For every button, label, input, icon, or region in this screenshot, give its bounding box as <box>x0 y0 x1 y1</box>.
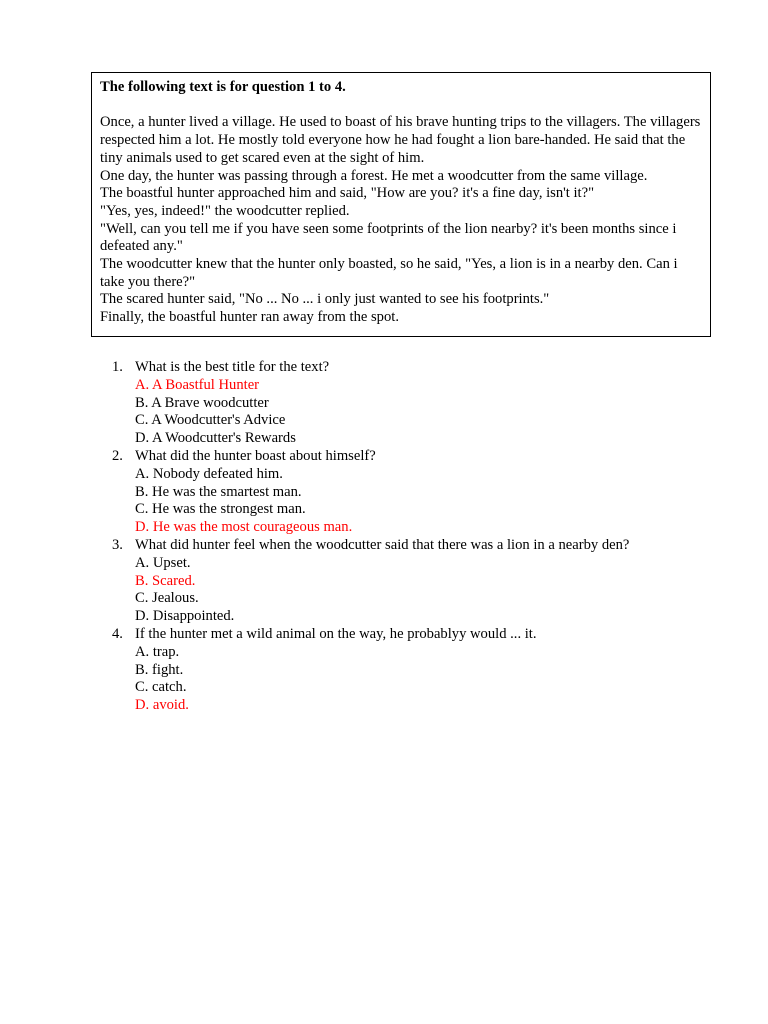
question-text: What did hunter feel when the woodcutter said that there was a lion in a nearby den? <box>135 536 630 553</box>
answer-option-a: A. Upset. <box>135 554 191 571</box>
question-2 <box>108 448 728 537</box>
question-4 <box>108 626 728 715</box>
answer-option-b: B. fight. <box>135 661 184 678</box>
answer-option-b: B. He was the smartest man. <box>135 483 302 500</box>
passage-line: Once, a hunter lived a village. He used to boast of his brave hunting trips to the villagers. The villagers respected him a lot. He mostly told everyone how he had fought a lion bare-handed. He said that the tiny animals used to get scared even at the sight of him. <box>100 114 701 166</box>
answer-option-d: D. avoid. <box>135 697 189 714</box>
question-number: 1. <box>112 359 123 375</box>
answer-option-b: B. Scared. <box>135 572 196 589</box>
answer-option-d: D. A Woodcutter's Rewards <box>135 430 296 447</box>
answer-option-b: B. A Brave woodcutter <box>135 394 269 411</box>
answer-option-a: A. A Boastful Hunter <box>135 376 260 393</box>
answer-option-c: C. Jealous. <box>135 590 199 607</box>
reading-passage-box <box>91 72 711 337</box>
passage-line: The scared hunter said, "No ... No ... i only just wanted to see his footprints." <box>100 291 550 308</box>
answer-option-a: A. trap. <box>135 643 180 660</box>
question-text: What did the hunter boast about himself? <box>135 447 376 464</box>
question-number: 3. <box>112 536 123 553</box>
question-list <box>108 359 728 715</box>
answer-option-c: C. He was the strongest man. <box>135 501 306 518</box>
passage-line: The boastful hunter approached him and said, "How are you? it's a fine day, isn't it?" <box>100 185 595 202</box>
passage-line: The woodcutter knew that the hunter only boasted, so he said, "Yes, a lion is in a nearby den. Can i take you there?" <box>100 256 678 290</box>
answer-option-c: C. catch. <box>135 679 187 696</box>
question-1 <box>108 359 728 448</box>
answer-option-d: D. Disappointed. <box>135 608 235 625</box>
question-3 <box>108 537 728 626</box>
passage-line: Finally, the boastful hunter ran away from the spot. <box>100 309 399 326</box>
answer-option-c: C. A Woodcutter's Advice <box>135 412 286 429</box>
answer-option-a: A. Nobody defeated him. <box>135 465 283 482</box>
question-text: If the hunter met a wild animal on the way, he probablyy would ... it. <box>135 625 537 642</box>
question-text: What is the best title for the text? <box>135 359 330 375</box>
passage-line: One day, the hunter was passing through a forest. He met a woodcutter from the same village. <box>100 167 648 184</box>
answer-option-d: D. He was the most courageous man. <box>135 519 353 536</box>
question-number: 2. <box>112 447 123 464</box>
passage-heading: The following text is for question 1 to 4. <box>100 79 346 95</box>
passage-line: "Well, can you tell me if you have seen some footprints of the lion nearby? it's been months since i defeated any." <box>100 220 677 255</box>
passage-line: "Yes, yes, indeed!" the woodcutter replied. <box>100 202 350 219</box>
question-number: 4. <box>112 625 123 642</box>
